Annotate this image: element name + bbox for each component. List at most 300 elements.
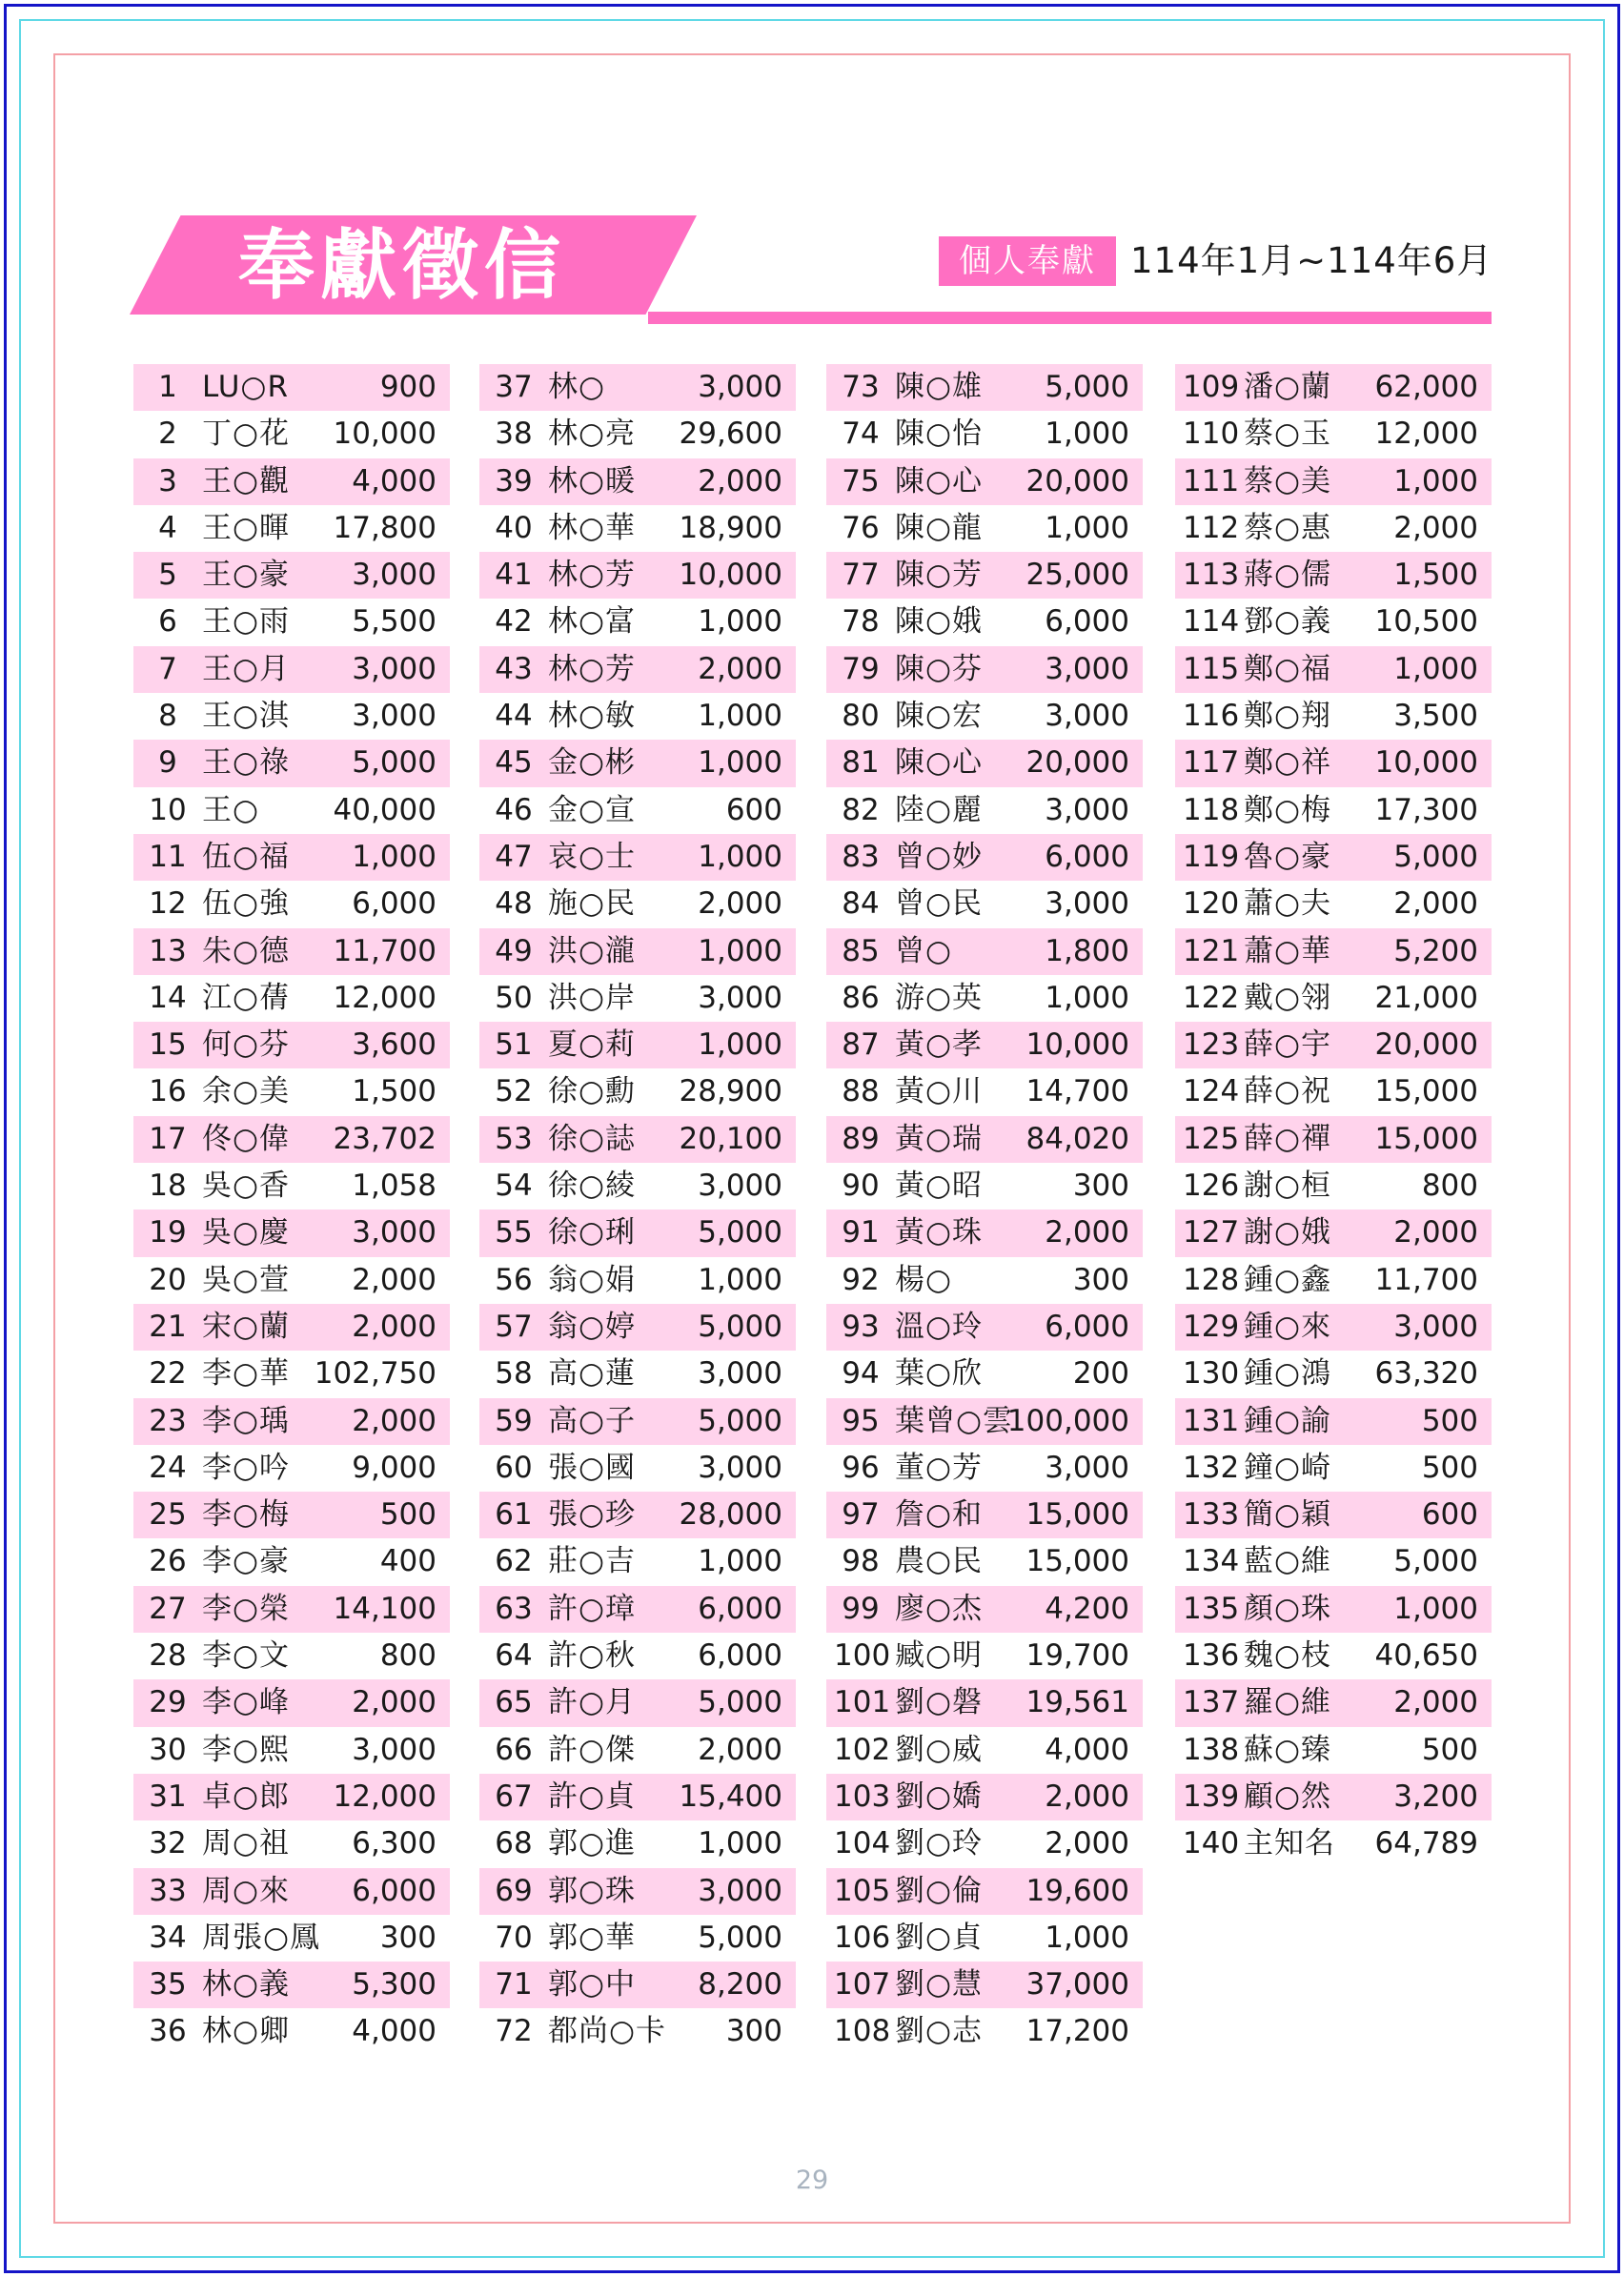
donor-row	[133, 1445, 450, 1492]
donation-amount: 4,200	[1045, 1591, 1129, 1626]
donation-amount: 5,000	[698, 1215, 782, 1250]
donor-number: 21	[149, 1309, 187, 1344]
donor-name: 翁○娟	[548, 1262, 637, 1297]
donation-amount: 15,000	[1374, 1121, 1478, 1156]
donor-row	[826, 505, 1143, 552]
donation-amount: 10,000	[679, 558, 782, 593]
donation-amount: 5,000	[698, 1920, 782, 1955]
donor-name: 何○芬	[202, 1027, 291, 1063]
donor-name: 李○榮	[202, 1591, 291, 1626]
donor-row	[133, 1820, 450, 1867]
donor-name: 哀○士	[548, 839, 637, 874]
donor-row	[826, 1492, 1143, 1538]
donor-number: 52	[495, 1074, 533, 1109]
donor-name: 江○蒨	[202, 980, 291, 1015]
donation-amount: 17,300	[1374, 792, 1478, 827]
donor-row	[826, 2008, 1143, 2055]
donor-row	[826, 787, 1143, 834]
donor-name: 洪○瀧	[548, 933, 637, 968]
donation-amount: 2,000	[1393, 1215, 1478, 1250]
donation-amount: 2,000	[352, 1262, 436, 1297]
donation-amount: 5,000	[1045, 370, 1129, 404]
donor-name: 顏○珠	[1244, 1591, 1332, 1626]
donor-row	[479, 1774, 796, 1820]
donation-amount: 1,058	[352, 1169, 436, 1204]
donation-amount: 10,000	[1374, 745, 1478, 781]
donation-amount: 2,000	[698, 886, 782, 922]
donor-row	[826, 1022, 1143, 1068]
donor-name: 王○	[202, 792, 260, 827]
donation-amount: 20,000	[1025, 745, 1129, 781]
donor-number: 103	[834, 1779, 891, 1814]
donor-number: 128	[1183, 1262, 1240, 1297]
donor-row	[133, 1915, 450, 1962]
donor-row	[1175, 975, 1492, 1022]
donor-name: 李○熙	[202, 1732, 291, 1767]
donor-name: 鐘○崎	[1244, 1450, 1332, 1485]
donation-amount: 8,200	[698, 1967, 782, 2003]
donor-row	[479, 458, 796, 505]
donor-name: 陳○娥	[895, 604, 984, 640]
donation-amount: 5,000	[352, 745, 436, 781]
donation-amount: 600	[1421, 1497, 1478, 1533]
donor-name: 陳○芳	[895, 558, 984, 593]
donation-amount: 9,000	[352, 1450, 436, 1485]
donor-row	[1175, 1727, 1492, 1774]
donor-row	[1175, 928, 1492, 975]
donor-number: 24	[149, 1450, 187, 1485]
donor-number: 46	[495, 792, 533, 827]
donation-amount: 1,000	[1393, 1591, 1478, 1626]
donor-name: 曾○民	[895, 886, 984, 922]
donor-row	[479, 1820, 796, 1867]
donor-row	[133, 975, 450, 1022]
donor-number: 67	[495, 1779, 533, 1814]
donation-amount: 14,100	[333, 1591, 436, 1626]
donor-row	[1175, 1163, 1492, 1210]
donor-name: 高○蓮	[548, 1356, 637, 1392]
donation-amount: 1,000	[698, 699, 782, 734]
donor-number: 134	[1183, 1544, 1240, 1579]
donor-name: 黃○珠	[895, 1215, 984, 1250]
donor-number: 76	[842, 510, 880, 545]
donor-number: 71	[495, 1967, 533, 2003]
donation-amount: 1,000	[698, 1826, 782, 1861]
donor-row	[133, 646, 450, 693]
donation-amount: 1,000	[698, 839, 782, 874]
donation-amount: 63,320	[1374, 1356, 1478, 1392]
donation-amount: 3,000	[698, 1356, 782, 1392]
donor-number: 89	[842, 1121, 880, 1156]
donor-number: 68	[495, 1826, 533, 1861]
donor-row	[479, 1492, 796, 1538]
donor-number: 107	[834, 1967, 891, 2003]
donation-amount: 4,000	[352, 2014, 436, 2049]
donation-amount: 20,000	[1025, 463, 1129, 498]
donor-number: 63	[495, 1591, 533, 1626]
donation-amount: 17,200	[1025, 2014, 1129, 2049]
date-range: 114年1月~114年6月	[1130, 240, 1493, 281]
donation-amount: 37,000	[1025, 1967, 1129, 2003]
donor-row	[826, 1820, 1143, 1867]
donor-column-2	[479, 364, 796, 2056]
donor-name: 游○英	[895, 980, 984, 1015]
donor-name: 王○月	[202, 651, 291, 686]
donor-row	[826, 1210, 1143, 1256]
donor-number: 47	[495, 839, 533, 874]
donor-name: 鄭○翔	[1244, 699, 1332, 734]
donor-name: 臧○明	[895, 1638, 984, 1674]
donor-name: 徐○勳	[548, 1074, 637, 1109]
donor-name: 劉○志	[895, 2014, 984, 2049]
donor-name: 戴○翎	[1244, 980, 1332, 1015]
donor-name: 楊○	[895, 1262, 953, 1297]
donor-name: 蔣○儒	[1244, 558, 1332, 593]
donation-amount: 2,000	[352, 1685, 436, 1720]
donation-amount: 1,000	[698, 745, 782, 781]
donor-row	[479, 1304, 796, 1351]
donor-number: 36	[149, 2014, 187, 2049]
donation-amount: 3,000	[1393, 1309, 1478, 1344]
donor-number: 99	[842, 1591, 880, 1626]
donor-row	[1175, 834, 1492, 881]
donor-name: 劉○慧	[895, 1967, 984, 2003]
donor-row	[133, 1257, 450, 1304]
donor-name: 卓○郎	[202, 1779, 291, 1814]
donor-number: 104	[834, 1826, 891, 1861]
donation-amount: 1,000	[698, 1027, 782, 1063]
donor-number: 44	[495, 699, 533, 734]
donor-name: 王○淇	[202, 699, 291, 734]
donation-amount: 10,000	[1025, 1027, 1129, 1063]
donor-number: 83	[842, 839, 880, 874]
donor-number: 120	[1183, 886, 1240, 922]
donation-amount: 1,000	[1045, 1920, 1129, 1955]
donor-row	[479, 1116, 796, 1163]
donation-amount: 15,000	[1025, 1497, 1129, 1533]
donor-number: 112	[1183, 510, 1240, 545]
donation-amount: 800	[379, 1638, 436, 1674]
donor-name: 蔡○惠	[1244, 510, 1332, 545]
donor-row	[479, 693, 796, 740]
donor-row	[133, 1068, 450, 1115]
donor-number: 15	[149, 1027, 187, 1063]
donor-name: 劉○威	[895, 1732, 984, 1767]
donor-name: 金○宣	[548, 792, 637, 827]
donation-amount: 84,020	[1025, 1121, 1129, 1156]
donor-number: 69	[495, 1873, 533, 1908]
donation-amount: 300	[1072, 1262, 1129, 1297]
donor-row	[1175, 1820, 1492, 1867]
donor-row	[1175, 1210, 1492, 1256]
donor-name: 伍○強	[202, 886, 291, 922]
donor-row	[133, 1398, 450, 1445]
donor-number: 55	[495, 1215, 533, 1250]
donor-number: 17	[149, 1121, 187, 1156]
donor-row	[479, 1679, 796, 1726]
donor-row	[133, 1774, 450, 1820]
donor-number: 111	[1183, 463, 1240, 498]
donor-name: 鍾○諭	[1244, 1403, 1332, 1438]
donor-number: 6	[158, 604, 177, 640]
donation-amount: 3,000	[352, 699, 436, 734]
donor-number: 51	[495, 1027, 533, 1063]
donor-row	[479, 411, 796, 457]
donor-number: 127	[1183, 1215, 1240, 1250]
donor-name: 鍾○鑫	[1244, 1262, 1332, 1297]
donor-number: 105	[834, 1873, 891, 1908]
donation-amount: 4,000	[1045, 1732, 1129, 1767]
donation-amount: 5,300	[352, 1967, 436, 2003]
donor-name: 薛○宇	[1244, 1027, 1332, 1063]
donor-number: 62	[495, 1544, 533, 1579]
donation-amount: 800	[1421, 1169, 1478, 1204]
donor-row	[1175, 740, 1492, 786]
donor-number: 119	[1183, 839, 1240, 874]
donor-name: 謝○娥	[1244, 1215, 1332, 1250]
donor-number: 73	[842, 370, 880, 404]
donation-amount: 40,000	[333, 792, 436, 827]
donor-number: 129	[1183, 1309, 1240, 1344]
donor-row	[479, 364, 796, 411]
donation-amount: 14,700	[1025, 1074, 1129, 1109]
donor-name: 周○來	[202, 1873, 291, 1908]
donor-name: 陳○宏	[895, 699, 984, 734]
donor-row	[1175, 411, 1492, 457]
donation-amount: 64,789	[1374, 1826, 1478, 1861]
donor-number: 74	[842, 417, 880, 452]
donation-amount: 6,000	[698, 1591, 782, 1626]
donor-name: 吳○慶	[202, 1215, 291, 1250]
donor-number: 38	[495, 417, 533, 452]
donor-name: 許○貞	[548, 1779, 637, 1814]
donor-row	[826, 975, 1143, 1022]
donor-row	[479, 740, 796, 786]
donor-number: 79	[842, 651, 880, 686]
donor-row	[133, 1163, 450, 1210]
donor-name: 洪○岸	[548, 980, 637, 1015]
donor-name: 王○觀	[202, 463, 291, 498]
donation-amount: 3,000	[352, 558, 436, 593]
donor-row	[479, 646, 796, 693]
donor-row	[1175, 1068, 1492, 1115]
donation-amount: 20,100	[679, 1121, 782, 1156]
donor-row	[1175, 1351, 1492, 1397]
donor-row	[826, 1538, 1143, 1585]
donor-name: 羅○維	[1244, 1685, 1332, 1720]
donor-number: 110	[1183, 417, 1240, 452]
donor-number: 28	[149, 1638, 187, 1674]
donor-number: 16	[149, 1074, 187, 1109]
donor-number: 40	[495, 510, 533, 545]
donation-amount: 3,000	[1045, 651, 1129, 686]
donation-amount: 300	[379, 1920, 436, 1955]
donation-amount: 5,200	[1393, 933, 1478, 968]
donor-row	[1175, 1586, 1492, 1633]
donor-number: 32	[149, 1826, 187, 1861]
donor-name: 朱○德	[202, 933, 291, 968]
donor-row	[479, 881, 796, 927]
donor-number: 48	[495, 886, 533, 922]
donor-name: 劉○貞	[895, 1920, 984, 1955]
donor-number: 93	[842, 1309, 880, 1344]
donor-row	[479, 1727, 796, 1774]
donor-row	[479, 1868, 796, 1915]
donor-number: 25	[149, 1497, 187, 1533]
donation-amount: 2,000	[1045, 1826, 1129, 1861]
donor-number: 72	[495, 2014, 533, 2049]
donor-row	[479, 599, 796, 645]
donor-row	[1175, 1492, 1492, 1538]
donor-row	[479, 1915, 796, 1962]
donor-name: 莊○吉	[548, 1544, 637, 1579]
donor-row	[133, 1304, 450, 1351]
donor-name: 薛○祝	[1244, 1074, 1332, 1109]
donation-amount: 3,000	[1045, 1450, 1129, 1485]
donor-row	[133, 599, 450, 645]
donor-number: 23	[149, 1403, 187, 1438]
donor-name: 余○美	[202, 1074, 291, 1109]
donor-name: 蔡○玉	[1244, 417, 1332, 452]
donor-name: 黃○昭	[895, 1169, 984, 1204]
donor-name: 劉○倫	[895, 1873, 984, 1908]
donor-number: 19	[149, 1215, 187, 1250]
donor-name: 林○	[548, 370, 606, 404]
donor-name: 鍾○來	[1244, 1309, 1332, 1344]
donor-row	[479, 834, 796, 881]
donor-number: 80	[842, 699, 880, 734]
donation-amount: 2,000	[1045, 1215, 1129, 1250]
donor-row	[133, 1633, 450, 1679]
donor-number: 92	[842, 1262, 880, 1297]
donor-name: 宋○蘭	[202, 1309, 291, 1344]
donation-amount: 21,000	[1374, 980, 1478, 1015]
donor-number: 133	[1183, 1497, 1240, 1533]
donation-amount: 19,600	[1025, 1873, 1129, 1908]
donor-number: 106	[834, 1920, 891, 1955]
donation-amount: 6,300	[352, 1826, 436, 1861]
donor-name: 王○雨	[202, 604, 291, 640]
donor-number: 138	[1183, 1732, 1240, 1767]
donation-amount: 1,000	[352, 839, 436, 874]
donor-number: 7	[158, 651, 177, 686]
donor-row	[133, 1868, 450, 1915]
donor-name: 林○華	[548, 510, 637, 545]
donor-number: 58	[495, 1356, 533, 1392]
donor-row	[133, 787, 450, 834]
donor-row	[826, 411, 1143, 457]
donor-row	[1175, 693, 1492, 740]
donation-amount: 6,000	[352, 886, 436, 922]
donor-name: 鄭○梅	[1244, 792, 1332, 827]
donation-amount: 4,000	[352, 463, 436, 498]
donor-number: 50	[495, 980, 533, 1015]
donor-name: 鄧○義	[1244, 604, 1332, 640]
donor-name: 詹○和	[895, 1497, 984, 1533]
donor-number: 45	[495, 745, 533, 781]
donor-row	[1175, 646, 1492, 693]
donor-number: 108	[834, 2014, 891, 2049]
donor-row	[826, 834, 1143, 881]
donor-row	[479, 787, 796, 834]
donor-name: 許○璋	[548, 1591, 637, 1626]
donation-amount: 2,000	[1045, 1779, 1129, 1814]
donation-amount: 500	[1421, 1732, 1478, 1767]
donation-amount: 300	[725, 2014, 782, 2049]
donor-number: 98	[842, 1544, 880, 1579]
donor-number: 70	[495, 1920, 533, 1955]
donor-row	[1175, 1538, 1492, 1585]
donor-number: 125	[1183, 1121, 1240, 1156]
donation-amount: 40,650	[1374, 1638, 1478, 1674]
donor-row	[479, 1351, 796, 1397]
donor-row	[133, 881, 450, 927]
donation-amount: 900	[379, 370, 436, 404]
donor-name: 徐○綾	[548, 1169, 637, 1204]
donation-amount: 3,000	[698, 980, 782, 1015]
donor-number: 39	[495, 463, 533, 498]
donation-amount: 500	[1421, 1403, 1478, 1438]
donation-amount: 5,000	[698, 1685, 782, 1720]
donation-amount: 3,000	[1045, 886, 1129, 922]
donor-row	[133, 364, 450, 411]
donation-amount: 5,000	[698, 1309, 782, 1344]
donor-number: 123	[1183, 1027, 1240, 1063]
donor-number: 78	[842, 604, 880, 640]
donor-name: 許○月	[548, 1685, 637, 1720]
donor-row	[1175, 1022, 1492, 1068]
donor-name: 黃○瑞	[895, 1121, 984, 1156]
donation-amount: 1,000	[1045, 417, 1129, 452]
donor-row	[479, 552, 796, 599]
donor-name: 夏○莉	[548, 1027, 637, 1063]
donor-name: 林○卿	[202, 2014, 291, 2049]
donor-row	[1175, 1257, 1492, 1304]
donor-number: 126	[1183, 1169, 1240, 1204]
donation-amount: 12,000	[333, 980, 436, 1015]
donor-row	[826, 599, 1143, 645]
donor-number: 22	[149, 1356, 187, 1392]
donation-amount: 11,700	[1374, 1262, 1478, 1297]
donor-number: 14	[149, 980, 187, 1015]
donor-number: 140	[1183, 1826, 1240, 1861]
donor-name: 鄭○祥	[1244, 745, 1332, 781]
donor-row	[133, 411, 450, 457]
donor-name: 王○祿	[202, 745, 291, 781]
donor-name: 伍○福	[202, 839, 291, 874]
donor-name: 李○吟	[202, 1450, 291, 1485]
donation-amount: 2,000	[1393, 886, 1478, 922]
donor-row	[826, 1445, 1143, 1492]
donor-row	[1175, 1116, 1492, 1163]
donor-name: 藍○維	[1244, 1544, 1332, 1579]
donor-row	[133, 1022, 450, 1068]
donor-row	[133, 505, 450, 552]
donor-row	[826, 1304, 1143, 1351]
donation-amount: 10,000	[333, 417, 436, 452]
donation-amount: 3,000	[1045, 699, 1129, 734]
donation-amount: 2,000	[698, 463, 782, 498]
donation-amount: 18,900	[679, 510, 782, 545]
donor-row	[826, 552, 1143, 599]
donation-amount: 2,000	[698, 651, 782, 686]
donor-column-4	[1175, 364, 1492, 1868]
donor-number: 65	[495, 1685, 533, 1720]
donation-amount: 5,000	[1393, 839, 1478, 874]
donor-row	[133, 1351, 450, 1397]
donor-name: 魯○豪	[1244, 839, 1332, 874]
donor-row	[133, 740, 450, 786]
